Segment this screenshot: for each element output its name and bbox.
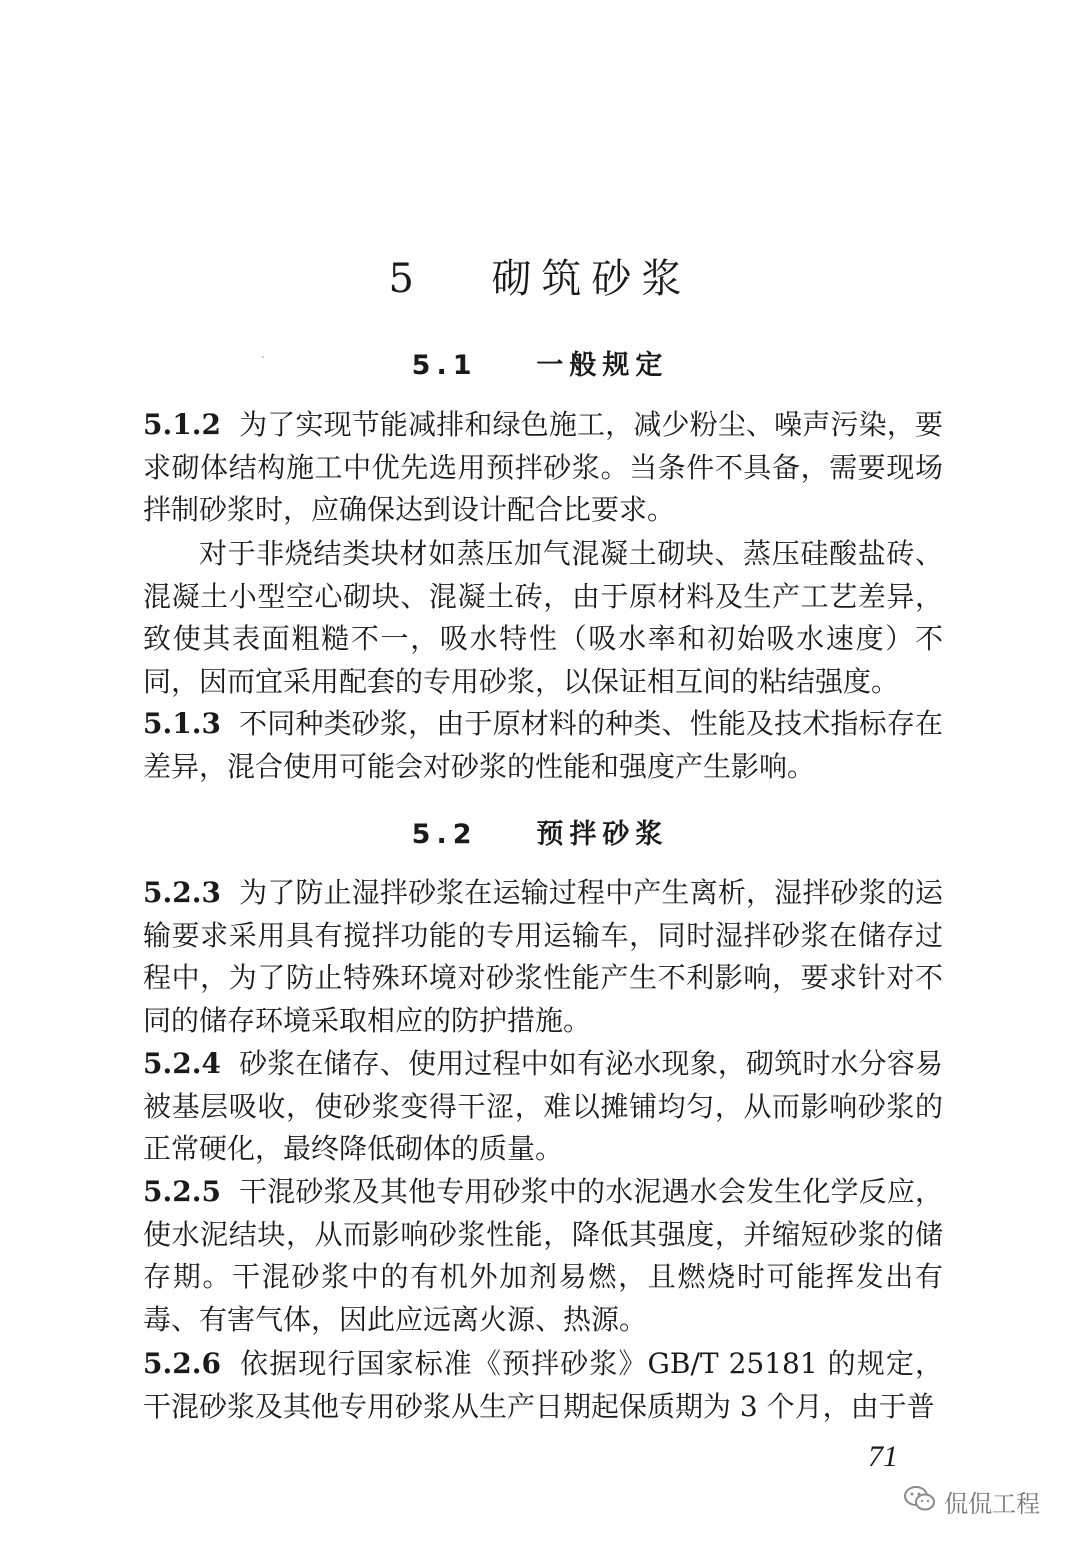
section-number: 5.2 <box>411 819 478 850</box>
clause-number: 5.2.4 <box>143 1047 221 1080</box>
clause-text: 砂浆在储存、使用过程中如有泌水现象，砌筑时水分容易被基层吸收，使砂浆变得干涩，难以摊铺均匀，从而影响砂浆的正常硬化，最终降低砌体的质量。 <box>143 1047 943 1166</box>
clause-number: 5.2.5 <box>143 1175 221 1208</box>
clause-number: 5.2.3 <box>143 876 221 909</box>
clause-text: 为了实现节能减排和绿色施工，减少粉尘、噪声污染，要求砌体结构施工中优先选用预拌砂浆。当条件不具备，需要现场拌制砂浆时，应确保达到设计配合比要求。 <box>143 408 943 527</box>
chapter-name: 砌筑砂浆 <box>491 256 692 302</box>
chapter-number: 5 <box>388 256 424 302</box>
section-heading-5-2 <box>0 812 1080 851</box>
clause-5-2-6 <box>143 1343 943 1428</box>
watermark <box>904 1484 1040 1519</box>
clause-number: 5.1.3 <box>143 707 221 740</box>
clause-text: 依据现行国家标准《预拌砂浆》GB/T 25181 的规定，干混砂浆及其他专用砂浆从生产日期起保质期为 3 个月，由于普 <box>143 1347 943 1423</box>
section-number: 5.1 <box>411 350 478 381</box>
paragraph-text: 对于非烧结类块材如蒸压加气混凝土砌块、蒸压硅酸盐砖、混凝土小型空心砌块、混凝土砖，由于原材料及生产工艺差异，致使其表面粗糙不一，吸水特性（吸水率和初始吸水速度）不同，因而宜采用配套的专用砂浆，以保证相互间的粘结强度。 <box>143 537 943 698</box>
clause-5-2-3 <box>143 872 943 1042</box>
chapter-title <box>0 247 1080 304</box>
clause-5-2-4 <box>143 1043 943 1171</box>
clause-text: 干混砂浆及其他专用砂浆中的水泥遇水会发生化学反应，使水泥结块，从而影响砂浆性能，降低其强度，并缩短砂浆的储存期。干混砂浆中的有机外加剂易燃，且燃烧时可能挥发出有毒、有害气体，因此应远离火源、热源。 <box>143 1175 943 1336</box>
clause-text: 不同种类砂浆，由于原材料的种类、性能及技术指标存在差异，混合使用可能会对砂浆的性能和强度产生影响。 <box>143 707 943 783</box>
clause-number: 5.1.2 <box>143 408 221 441</box>
clause-number: 5.2.6 <box>143 1347 221 1380</box>
page-number: 71 <box>868 1440 898 1473</box>
section-name: 一般规定 <box>536 350 669 381</box>
section-name: 预拌砂浆 <box>536 819 669 850</box>
wechat-icon <box>904 1486 944 1518</box>
section-heading-5-1 <box>0 343 1080 382</box>
clause-5-1-2-continued <box>143 533 943 703</box>
clause-5-2-5 <box>143 1171 943 1341</box>
clause-5-1-3 <box>143 703 943 788</box>
clause-text: 为了防止湿拌砂浆在运输过程中产生离析，湿拌砂浆的运输要求采用具有搅拌功能的专用运输车，同时湿拌砂浆在储存过程中，为了防止特殊环境对砂浆性能产生不利影响，要求针对不同的储存环境采取相应的防护措施。 <box>143 876 943 1037</box>
watermark-text: 侃侃工程 <box>944 1490 1040 1518</box>
clause-5-1-2 <box>143 404 943 532</box>
